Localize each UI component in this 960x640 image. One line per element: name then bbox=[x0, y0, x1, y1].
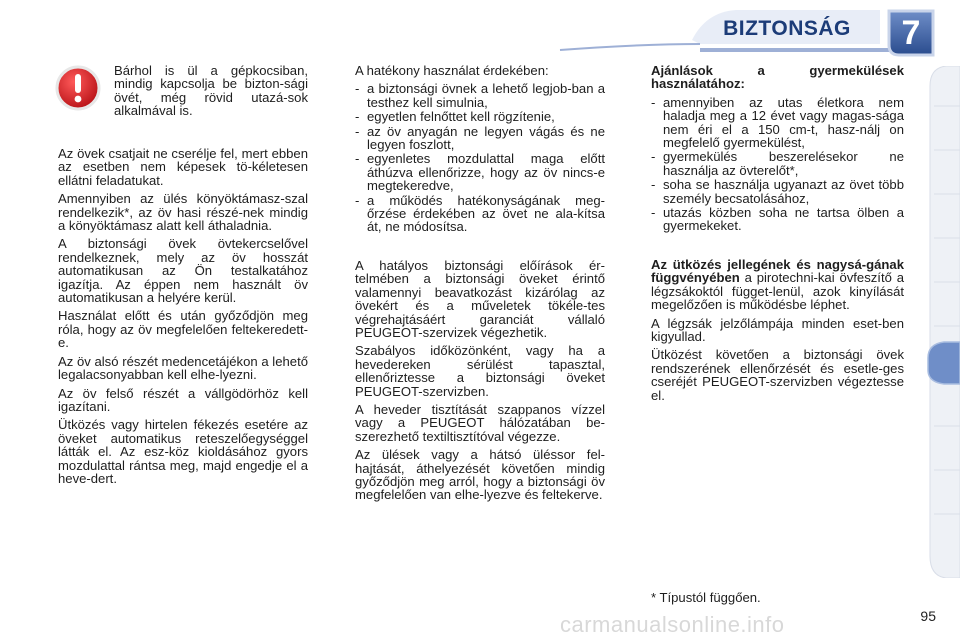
list-item: - amennyiben az utas életkora nem haladja meg a 12 évet vagy magas-sága nem éri el a 150 cm-t, hasz-nálj on megfelelő gyermekülést, bbox=[651, 96, 904, 150]
paragraph: A heveder tisztítását szappanos vízzel vagy a PEUGEOT hálózatában be-szerezhető textiltisztítóval végezze. bbox=[355, 401, 605, 444]
paragraph: Szabályos időközönként, vagy ha a hevedereken sérülést tapasztal, ellenőriztesse a biztonsági öveket PEUGEOT-szervizben. bbox=[355, 343, 605, 399]
list-item: - utazás közben soha ne tartsa ölben a gyermekeket. bbox=[651, 206, 904, 233]
list-lead: A hatékony használat érdekében: bbox=[355, 63, 549, 78]
chapter-number: 7 bbox=[901, 14, 921, 52]
chapter-tab-strip bbox=[924, 66, 960, 578]
paragraph: Ütközést követően a biztonsági övek rendszerének ellenőrzését és esetle-ges cseréjét PEUGEOT-szervizben végeztesse el. bbox=[651, 347, 904, 403]
list-item: - az öv anyagán ne legyen vágás és ne legyen foszlott, bbox=[355, 125, 605, 152]
usage-list bbox=[355, 82, 605, 233]
paragraph: Az öv alsó részét medencetájékon a lehető legalacsonyabban kell elhe-lyezni. bbox=[58, 353, 308, 383]
left-column bbox=[58, 147, 308, 490]
paragraph: A hatályos biztonsági előírások ér-telmében a biztonsági öveket érintő valamennyi beavatkozást kizárólag az övekért és a műveletek tökéle-tes végrehajtásáért garanciát vállaló PEUGEOT-szervizek végezhetik. bbox=[355, 257, 605, 340]
child-seat-list bbox=[651, 96, 904, 233]
page-number: 95 bbox=[920, 608, 936, 624]
list-item: - a működés hatékonyságának meg-őrzése érdekében az övet ne ala-kítsa át, ne módosítsa. bbox=[355, 194, 605, 234]
exclamation-warning-icon bbox=[54, 64, 102, 112]
paragraph: Használat előtt és után győződjön meg róla, hogy az öv megfelelően feltekeredett-e. bbox=[58, 308, 308, 351]
list-item: - egyenletes mozdulattal maga előtt áthúzva ellenőrizze, hogy az öv nincs-e megtekeredve, bbox=[355, 152, 605, 192]
paragraph: Az ülések vagy a hátsó üléssor fel-hajtását, áthelyezését követően mindig győződjön meg arról, hogy a biztonsági öv megfelelően van elhe-lyezve és feltekerve. bbox=[355, 447, 605, 503]
right-column bbox=[651, 64, 904, 407]
intro-text: Bárhol is ül a gépkocsiban, mindig kapcsolja be bizton-sági övét, még rövid utazá-sok alkalmával is. bbox=[114, 63, 308, 119]
watermark: carmanualsonline.info bbox=[560, 612, 785, 637]
paragraph: Az öv felső részét a vállgödörhöz kell igazítani. bbox=[58, 385, 308, 414]
child-seat-heading: Ajánlások a gyermekülések használatához: bbox=[651, 63, 904, 92]
paragraph: Az övek csatjait ne cserélje fel, mert ebben az esetben nem képesek tö-kéletesen ellátni feladatukat. bbox=[58, 146, 308, 188]
middle-column bbox=[355, 64, 605, 507]
list-item: - gyermekülés beszerelésekor ne használja az övterelőt*, bbox=[651, 150, 904, 177]
page-header bbox=[0, 0, 960, 56]
list-item: - egyetlen felnőttet kell rögzítenie, bbox=[355, 110, 605, 123]
paragraph: Ütközés vagy hirtelen fékezés esetére az öveket automatikus reteszelőegységgel látták el. Az esz-köz kioldásához gyors mozdulattal rántsa meg, majd engedje el a heve-dert. bbox=[58, 417, 308, 486]
impact-paragraph bbox=[651, 258, 904, 312]
paragraph: Amennyiben az ülés könyöktámasz-szal rendelkezik*, az öv hasi részé-nek mindig a könyöktámasz alatt kell áthaladnia. bbox=[58, 191, 308, 234]
paragraph: A légzsák jelzőlámpája minden eset-ben kigyullad. bbox=[651, 315, 904, 344]
list-item: - a biztonsági övnek a lehető legjob-ban a testhez kell simulnia, bbox=[355, 82, 605, 109]
section-title: BIZTONSÁG bbox=[723, 17, 851, 40]
footnote: * Típustól függően. bbox=[651, 590, 761, 605]
impact-text: a pirotechni-kai övfeszítő a légzsákoktól függet-lenül, azok kinyílását megelőzően is működésbe léphet. bbox=[651, 270, 904, 313]
impact-bold-text: Az ütközés jellegének és nagysá-gának függvényében bbox=[651, 256, 904, 286]
paragraph: A biztonsági övek övtekercselővel rendelkeznek, mely az öv hosszát automatikusan az Ön testalkatához igazítja. Az éppen nem használt öv automatikusan a helyére kerül. bbox=[58, 236, 308, 306]
list-item: - soha se használja ugyanazt az övet több személy becsatolásához, bbox=[651, 178, 904, 205]
